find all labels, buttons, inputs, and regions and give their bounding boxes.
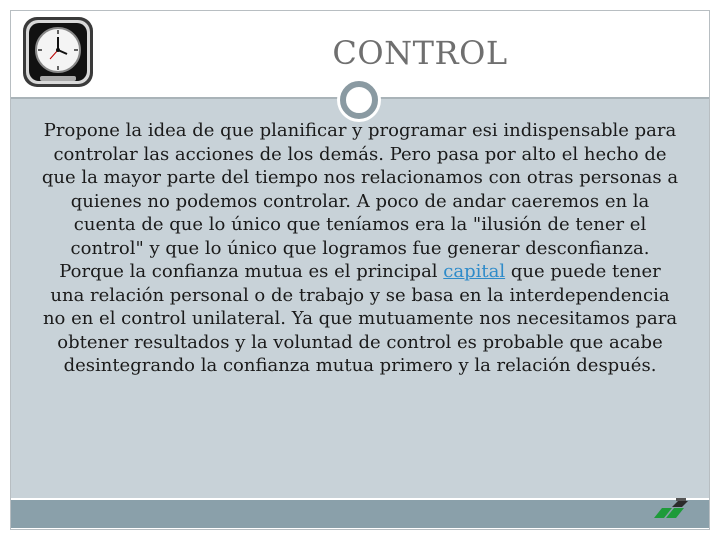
- capital-link[interactable]: capital: [443, 261, 506, 282]
- footer-bar: [11, 500, 709, 528]
- body-text-part-1: Propone la idea de que planificar y programar esi indispensable para controlar las acciones de los demás. Pero pasa por alto el hecho de que la mayor parte del tiempo nos relacionamos con otras personas a quienes no podemos controlar. A poco de andar caeremos en la cuenta de que lo único que teníamos era la "ilusión de tener el control" y que lo único que logramos fue generar desconfianza. Porque la confianza mutua es el principal: [41, 120, 679, 282]
- logo-icon: [652, 498, 690, 520]
- body-text: [40, 119, 680, 378]
- ring-icon: [340, 81, 378, 119]
- alarm-clock-icon: [20, 14, 96, 90]
- slide-title: CONTROL: [332, 34, 508, 72]
- body-text-part-2: que puede tener una relación personal o de trabajo y se basa en la interdependencia no en el control unilateral. Ya que mutuamente nos necesitamos para obtener resultados y la voluntad de control es probable que acabe desintegrando la confianza mutua primero y la relación después.: [42, 261, 678, 376]
